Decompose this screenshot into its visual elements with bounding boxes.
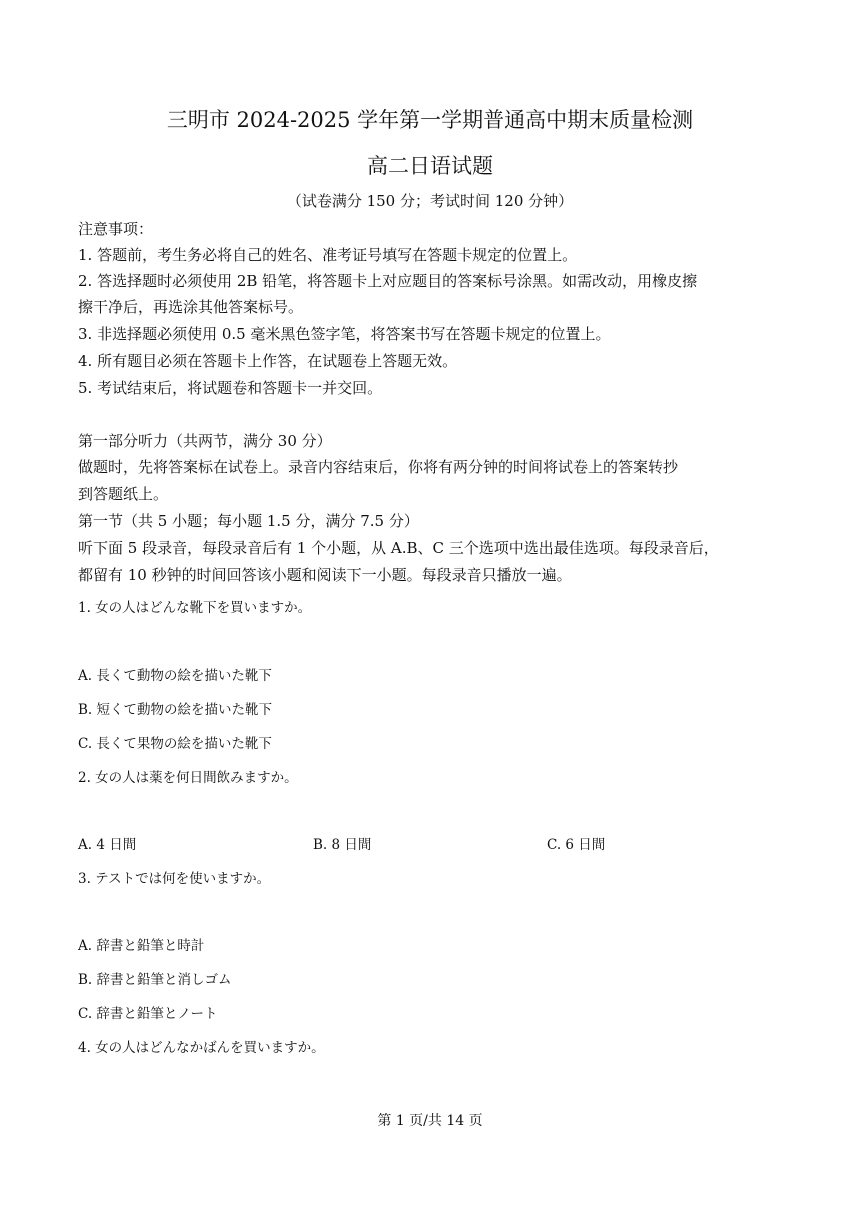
notice-item: 4. 所有题目必须在答题卡上作答，在试题卷上答题无效。: [78, 352, 458, 370]
exam-subtitle: 高二日语试题: [367, 154, 493, 178]
question-option: C. 6 日間: [547, 837, 606, 853]
exam-duration-note: （试卷满分 150 分；考试时间 120 分钟）: [286, 192, 574, 210]
notice-item: 5. 考试结束后，将试题卷和答题卡一并交回。: [78, 379, 383, 397]
section1-instruction: 听下面 5 段录音，每段录音后有 1 个小题，从 A.B、C 三个选项中选出最佳选项。每段录音后，: [78, 539, 719, 557]
notice-heading: 注意事项：: [78, 220, 154, 238]
part1-heading: 第一部分听力（共两节，满分 30 分）: [78, 432, 332, 450]
notice-item: 1. 答题前，考生务必将自己的姓名、准考证号填写在答题卡规定的位置上。: [78, 246, 578, 264]
notice-item: 3. 非选择题必须使用 0.5 毫米黑色签字笔，将答案书写在答题卡规定的位置上。: [78, 325, 611, 343]
question-stem: 3. テストでは何を使いますか。: [78, 871, 271, 887]
question-option: B. 8 日間: [313, 837, 372, 853]
question-option: C. 辞書と鉛筆とノート: [78, 1006, 218, 1022]
question-stem: 1. 女の人はどんな靴下を買いますか。: [78, 600, 312, 616]
question-stem: 2. 女の人は薬を何日間飲みますか。: [78, 770, 298, 786]
section1-heading: 第一节（共 5 小题；每小题 1.5 分，满分 7.5 分）: [78, 512, 419, 530]
notice-item: 2. 答选择题时必须使用 2B 铅笔，将答题卡上对应题目的答案标号涂黑。如需改动，用橡皮擦: [78, 272, 698, 290]
question-option: A. 4 日間: [78, 837, 137, 853]
section1-instruction: 都留有 10 秒钟的时间回答该小题和阅读下一小题。每段录音只播放一遍。: [78, 566, 572, 584]
question-option: C. 長くて果物の絵を描いた靴下: [78, 736, 272, 752]
part1-instruction: 做题时，先将答案标在试卷上。录音内容结束后，你将有两分钟的时间将试卷上的答案转抄: [78, 458, 679, 476]
question-option: A. 長くて動物の絵を描いた靴下: [78, 668, 272, 684]
exam-title: 三明市 2024-2025 学年第一学期普通高中期末质量检测: [166, 108, 694, 132]
question-stem: 4. 女の人はどんなかばんを買いますか。: [78, 1040, 325, 1056]
question-option: B. 辞書と鉛筆と消しゴム: [78, 972, 232, 988]
part1-instruction: 到答题纸上。: [78, 485, 169, 503]
question-option: B. 短くて動物の絵を描いた靴下: [78, 702, 273, 718]
notice-item-continuation: 擦干净后，再选涂其他答案标号。: [78, 298, 304, 316]
page-number: 第 1 页/共 14 页: [377, 1113, 483, 1129]
question-option: A. 辞書と鉛筆と時計: [78, 938, 205, 954]
